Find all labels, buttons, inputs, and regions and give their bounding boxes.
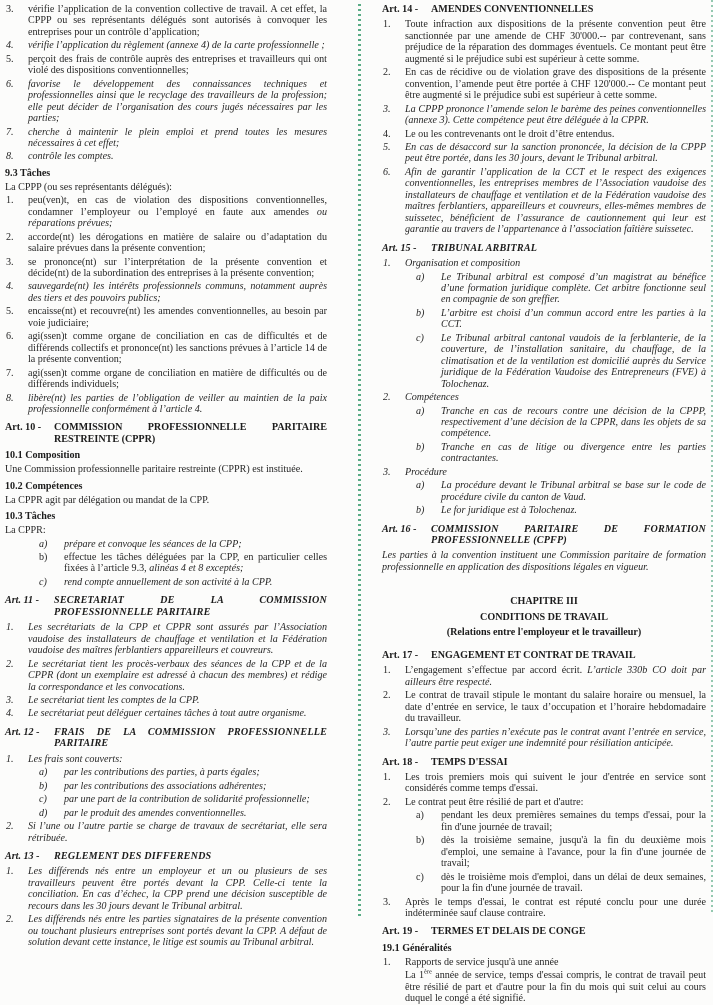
item-text: rend compte annuellement de son activité à la CPP. [64,576,273,588]
sub-list-item [406,442,706,465]
item-marker: 8. [6,392,14,404]
list-item [5,331,327,365]
list-item [5,821,327,844]
superscript-text: ère [424,968,432,976]
article-title: REGLEMENT DES DIFFERENDS [54,851,212,862]
item-text: Le secrétariat tient les comptes de la CPP. [28,695,200,707]
article-number: Art. 15 - [382,242,417,254]
list-item [382,67,706,101]
item-marker: a) [416,405,425,417]
item-text: Le Tribunal arbitral cantonal vaudois de la ferblanterie, de la couverture, de l’installation sanitaire, du chauffage, de la climatisation et de la ventilation est domicilié auprès du Service juridique de la Fédération Vaudoise des Entrepreneurs (FVE) à Tolochenaz. [441,332,706,390]
list-item [382,797,706,808]
item-text: L’arbitre est choisi d’un commun accord entre les parties à la CCT. [441,307,706,331]
item-text: Les frais sont couverts: [28,753,123,765]
item-marker: b) [416,835,425,847]
item-marker: b) [416,441,425,453]
item-marker: 1. [6,622,14,634]
list-item [382,129,706,140]
item-text: Les différends nés entre les parties signataires de la présente convention ou touchant plusieurs entreprises sont portés devant la CPP. A défaut de solution devant cette instance, le litige est soumis au Tribunal arbitral. [28,914,327,949]
list-item [5,708,327,719]
article-number: Art. 10 - [5,422,42,434]
sub-list-item [29,539,327,550]
item-marker: b) [416,307,425,319]
list-item [382,467,706,478]
list-item [5,79,327,125]
item-marker: 6. [383,166,391,178]
list-item [5,232,327,255]
list-item [382,690,706,724]
item-text: Le ou les contrevenants ont le droit d’être entendus. [405,128,615,140]
item-text [64,552,327,575]
paragraph: Les parties à la convention instituent une Commission paritaire de formation professionnelle en application des dispositions légales en vigueur. [382,550,706,573]
sub-list-item [406,505,706,516]
item-text: Le contrat de travail stipule le montant du salaire horaire ou mensuel, la date d’entrée en service, le taux d’occupation et l’horaire hebdomadaire du travailleur. [405,690,706,725]
item-text: Les trois premiers mois qui suivent le jour d'entrée en service sont considérés comme temps d'essai. [405,771,706,795]
list-item [382,392,706,403]
paragraph: La CPPP (ou ses représentants délégués): [5,181,172,193]
item-marker: 6. [6,331,14,343]
item-text: Organisation et composition [405,258,521,270]
list-item [382,167,706,236]
item-text: accorde(nt) les dérogations en matière de salaire ou d’adaptation du salaire prévues dans la présente convention; [28,231,327,255]
item-marker: 4. [6,281,14,293]
section-heading: 9.3 Tâches [5,167,51,179]
item-marker: 1. [383,258,391,270]
list-item [382,104,706,127]
item-text: agi(ssen)t comme organe de conciliation en cas de difficultés et de différends collectifs et prononce(nt) les sanctions prévues à l’article 14 de la présente convention; [28,331,327,366]
article-number: Art. 18 - [382,756,419,768]
item-marker: a) [416,480,425,492]
list-item [5,4,327,38]
item-marker: 4. [6,708,14,720]
article-heading [5,595,327,618]
item-marker: a) [416,271,425,283]
item-marker: 2. [383,392,391,404]
item-text: Lorsqu’une des parties n’exécute pas le contrat avant l’entrée en service, l’autre partie peut exiger une indemnité pour résiliation anticipée. [405,726,706,750]
item-marker: c) [39,794,47,806]
item-text: Compétences [405,392,459,404]
item-marker: b) [39,780,48,792]
list-item [5,914,327,948]
item-marker: 3. [383,896,391,908]
item-marker: 2. [383,67,391,79]
item-text: Le contrat peut être résilié de part et d'autre: [405,796,584,808]
item-text: par une part de la contribution de solidarité professionnelle; [64,794,310,806]
paragraph: Une Commission professionnelle paritaire restreinte (CPPR) est instituée. [5,464,303,476]
sub-list-item [406,333,706,390]
item-marker: 5. [6,53,14,65]
item-text: prépare et convoque les séances de la CPP; [64,538,242,550]
list-item [5,195,327,229]
list-item [382,727,706,750]
item-text: encaisse(nt) et recouvre(nt) les amendes conventionnelles, au besoin par voie judiciaire; [28,306,327,329]
chapter-heading [382,594,706,641]
article-number: Art. 13 - [5,851,40,862]
item-marker: a) [39,538,48,550]
sub-list-item [29,552,327,575]
item-text: Les secrétariats de la CPP et CPPR sont assurés par l’Association vaudoise des installateurs de chauffage et ventilation et la Fédération vaudoise des maîtres ferblantiers appareilleurs et couvreurs. [28,622,327,657]
item-marker: 5. [383,141,391,153]
article-heading [382,757,706,768]
item-text: La CPPP prononce l’amende selon le barème des peines conventionnelles (annexe 3). Cette compétence peut être déléguée à la CPPR. [405,103,706,127]
item-marker: 3. [383,726,391,738]
item-text: contrôle les comptes. [28,151,114,163]
paragraph: La CPPR agit par délégation ou mandat de la CPP. [5,494,210,506]
item-marker: 5. [6,306,14,318]
article-heading [5,851,327,862]
article-title: TEMPS D'ESSAI [431,756,508,768]
sub-list-item [406,272,706,306]
list-item [5,695,327,706]
section-heading: 19.1 Généralités [382,942,452,954]
item-text: Rapports de service jusqu'à une année [405,956,559,968]
sub-list-item [406,810,706,833]
item-text: libère(nt) les parties de l’obligation de veiller au maintien de la paix professionnelle conformément à l’article 4. [28,392,327,415]
item-marker: 3. [6,695,14,707]
item-text: perçoit des frais de contrôle auprès des entreprises et travailleurs qui ont violé des dispositions conventionnelles; [28,53,327,77]
sub-list-item [29,781,327,792]
article-title: ENGAGEMENT ET CONTRAT DE TRAVAIL [431,649,636,661]
item-text: dès la troisième semaine, jusqu'à la fin du deuxième mois d'emploi, une semaine à l'avance, pour la fin d'une journée de travail; [441,835,706,870]
item-marker: 7. [6,367,14,379]
section-heading: 10.3 Tâches [5,511,56,523]
item-marker: 3. [383,103,391,115]
text-segment: ou réparations prévues; [28,206,327,230]
section-heading: 10.1 Composition [5,450,81,462]
article-heading [382,4,706,15]
item-marker: 1. [6,195,14,207]
article-title: AMENDES CONVENTIONNELLES [431,4,594,15]
list-item [5,127,327,150]
sub-list-item [29,794,327,805]
text-segment: L’article 330b CO doit par ailleurs être respecté. [405,665,706,688]
text-segment: effectue les tâches déléguées par la CPP, en particulier celles fixées à l’article 9.3, [64,552,327,575]
list-item [5,40,327,51]
item-text: par le produit des amendes conventionnelles. [64,807,247,819]
item-marker: c) [416,871,424,883]
item-marker: 7. [6,126,14,138]
sub-list-item [406,308,706,331]
sub-list-item [29,767,327,778]
item-text: favorise le développement des connaissances techniques et professionnelles ainsi que le recyclage des travailleurs de la profession; elle peut décider de l’organisation des cours jugés nécessaires par les parties; [28,78,327,125]
item-text: Les différends nés entre un employeur et un ou plusieurs de ses travailleurs peuvent être portés devant la CPP. Celle-ci tente la conciliation. En cas d’échec, la CPP prend une décision susceptible de recours dans les 30 jours devant le Tribunal arbitral. [28,866,327,912]
sub-list-item [29,577,327,588]
item-marker: 4. [383,128,391,140]
list-item [382,142,706,165]
article-number: Art. 19 - [382,926,419,938]
article-heading [382,650,706,661]
item-marker: 1. [6,753,14,765]
item-marker: 6. [6,78,14,90]
item-text: cherche à maintenir le plein emploi et prend toutes les mesures nécessaires à cet effet; [28,126,327,149]
item-text: Tranche en cas de litige ou divergence entre les parties contractantes. [441,441,706,465]
text-segment: peu(ven)t, en cas de violation des dispositions conventionnelles, condamner l’employeur ou l’employé en faute aux amendes [28,195,327,218]
item-text: vérifie l’application du règlement (annexe 4) de la carte professionnelle ; [28,40,325,52]
list-item [382,772,706,795]
right-column [382,4,707,1005]
item-text: par les contributions des parties, à parts égales; [64,767,260,779]
text-segment: année de service, temps d'essai compris, le contrat de travail peut être résilié de part et d'autre pour la fin du mois qui suit celui au cours duquel le congé a été signifié. [405,970,707,1005]
text-segment: alinéas 4 et 8 exceptés; [149,563,244,575]
item-text: Le secrétariat peut déléguer certaines tâches à tout autre organisme. [28,708,307,720]
item-marker: 1. [383,19,391,31]
list-item [382,258,706,269]
sub-list-item [406,480,706,503]
item-marker: d) [39,807,48,819]
item-text: agi(ssen)t comme organe de conciliation en matière de difficultés ou de différends individuels; [28,367,327,391]
item-marker: 3. [6,256,14,268]
list-item [5,866,327,912]
sub-list-item [406,835,706,869]
item-text: vérifie l’application de la convention collective de travail. A cet effet, la CPPP ou ses représentants délégués sont autorisés à convoquer les entreprises pour un contrôle d’application; [28,4,327,38]
list-item [5,622,327,656]
item-marker: 3. [383,466,391,478]
item-text [28,195,327,229]
item-text: se prononce(nt) sur l’interprétation de la présente convention et décide(nt) de la subordination des entreprises à la présente convention; [28,256,327,280]
article-heading [5,727,327,750]
paragraph [405,970,706,1004]
list-item [5,281,327,304]
item-text: Le for juridique est à Tolochenaz. [441,505,577,517]
item-text [405,665,706,688]
list-item [382,957,706,968]
item-marker: a) [416,810,424,822]
list-item [5,306,327,329]
list-item [5,754,327,765]
item-marker: 2. [6,821,14,833]
list-item [5,368,327,391]
item-marker: b) [416,505,425,517]
item-text: sauvegarde(nt) les intérêts professionnels communs, notamment auprès des tiers et des pouvoirs publics; [28,281,327,304]
item-marker: 1. [383,665,391,677]
item-marker: 1. [6,866,14,878]
list-item [5,54,327,77]
item-text: par les contributions des associations adhérentes; [64,780,267,792]
item-text: Toute infraction aux dispositions de la présente convention peut être sanctionnée par une amende de CHF 30'000.-- par contrevenant, sans préjudice de la réparation des dommages éventuels. Ce montant peut être augmenté si le préjudice subi est supérieur à cette somme. [405,19,706,65]
list-item [5,659,327,693]
item-marker: 2. [6,914,14,926]
item-text: En cas de désaccord sur la sanction prononcée, la décision de la CPPP peut être portée, dans les 30 jours, devant le Tribunal arbitral. [405,141,706,165]
list-item [5,393,327,416]
item-text: Le Tribunal arbitral est composé d’un magistrat au bénéfice d’une formation juridique complète. Cet arbitre fonctionne seul en compagnie de son greffier. [441,271,706,306]
item-marker: b) [39,552,48,564]
item-marker: 2. [6,658,14,670]
sub-list-item [406,406,706,440]
item-marker: 1. [383,771,391,783]
item-text: Procédure [405,466,447,478]
item-text: pendant les deux premières semaines du temps d'essai, pour la fin d'une journée de travail; [441,810,706,833]
item-marker: 8. [6,151,14,163]
article-number: Art. 12 - [5,726,40,738]
item-text: dès le troisième mois d'emploi, dans un délai de deux semaines, pour la fin d'une journée de travail. [441,871,706,895]
article-number: Art. 14 - [382,4,419,15]
list-item [5,151,327,162]
item-marker: a) [39,767,48,779]
chapter-heading-line: CONDITIONS DE TRAVAIL [480,611,608,623]
item-marker: 4. [6,40,14,52]
item-marker: 2. [383,796,391,808]
item-marker: 2. [383,690,391,702]
article-heading [382,524,706,547]
item-marker: c) [416,332,424,344]
paragraph: La CPPR: [5,525,46,537]
article-title: SECRETARIAT DE LA COMMISSION PROFESSIONNELLE PARITAIRE [54,595,327,618]
article-title: COMMISSION PROFESSIONNELLE PARITAIRE RESTREINTE (CPPR) [54,422,327,445]
article-title: TRIBUNAL ARBITRAL [431,242,538,254]
item-text: Après le temps d'essai, le contrat est réputé conclu pour une durée indéterminée sauf clause contraire. [405,896,706,919]
article-heading [5,422,327,445]
sub-list-item [29,808,327,819]
article-title: FRAIS DE LA COMMISSION PROFESSIONNELLE PARITAIRE [54,726,327,750]
item-text: La procédure devant le Tribunal arbitral se base sur le code de procédure civile du canton de Vaud. [441,480,706,503]
list-item [382,665,706,688]
text-segment: L’engagement s’effectue par accord écrit. [405,665,588,677]
text-segment: La 1 [405,970,424,982]
item-marker: 3. [6,4,14,15]
item-marker: 1. [383,956,391,968]
list-item [382,897,706,920]
article-title: COMMISSION PARITAIRE DE FORMATION PROFESSIONNELLE (CPFP) [431,523,706,547]
sub-list-item [406,872,706,895]
item-text: En cas de récidive ou de violation grave des dispositions de la présente convention, l’amende peut être portée à CHF 120'000.-- Ce montant peut être augmenté si le préjudice subi est supérieur à cette somme. [405,67,706,102]
item-text: Afin de garantir l’application de la CCT et le respect des exigences conventionnelles, les entreprises membres de l’Association vaudoise des installateurs de chauffage et ventilation et de la Fédération vaudoise des maîtres ferblantiers, appareilleurs et couvreurs, elles-mêmes membres de suissetec, bénéficient de l’assurance de cautionnement qui leur est garantie au travers de l’appartenance à l’association faîtière suissetec. [405,166,706,236]
item-text: Le secrétariat tient les procès-verbaux des séances de la CPP et de la CPPR (dont un exemplaire est adressé à chacun des membres) et rédige la correspondance et les convocations. [28,658,327,693]
list-item [382,19,706,65]
item-text: Si l’une ou l’autre partie se charge de travaux de secrétariat, elle sera rétribuée. [28,821,327,844]
article-title: TERMES ET DELAIS DE CONGE [431,926,586,938]
section-heading: 10.2 Compétences [5,480,83,492]
chapter-heading-line: CHAPITRE III [510,596,578,608]
article-heading [382,926,706,937]
column-divider-dotted-line [358,4,361,917]
item-marker: c) [39,576,47,588]
list-item [5,257,327,280]
chapter-heading-line: (Relations entre l'employeur et le travailleur) [446,627,642,639]
article-number: Art. 11 - [5,595,39,607]
article-heading [382,243,706,254]
left-column [5,4,327,949]
article-number: Art. 17 - [382,649,419,661]
item-marker: 2. [6,231,14,243]
article-number: Art. 16 - [382,523,417,535]
item-text: Tranche en cas de recours contre une décision de la CPPP, respectivement d’une décision de la CPPR, dans les objets de sa compétence. [441,405,706,440]
